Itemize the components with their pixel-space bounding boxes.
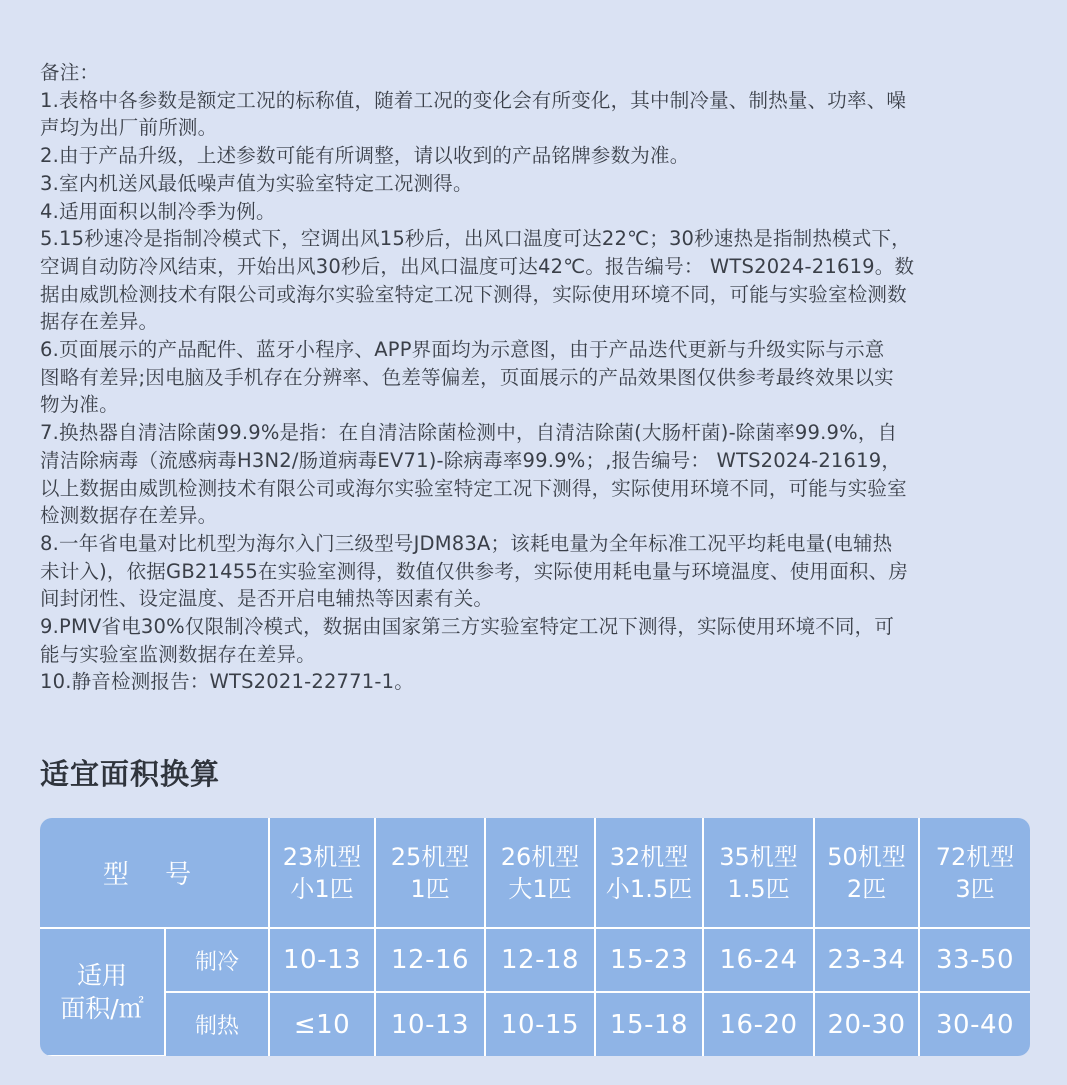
table-cell: 15-23 xyxy=(595,928,703,992)
model-capacity: 1.5匹 xyxy=(727,874,790,903)
model-column-header xyxy=(703,818,814,928)
area-table xyxy=(40,818,1030,1056)
model-capacity: 2匹 xyxy=(846,874,887,903)
model-column-header xyxy=(375,818,485,928)
model-column-header xyxy=(919,818,1030,928)
area-label-line1: 适用 xyxy=(76,961,127,990)
table-cell: 10-15 xyxy=(485,992,595,1056)
table-cell: 12-16 xyxy=(375,928,485,992)
notes-line: 据由威凯检测技术有限公司或海尔实验室特定工况下测得，实际使用环境不同，可能与实验室检测数 xyxy=(40,282,907,306)
table-cell: 16-20 xyxy=(703,992,814,1056)
notes-line: 8.一年省电量对比机型为海尔入门三级型号JDM83A；该耗电量为全年标准工况平均耗电量(电辅热 xyxy=(40,531,893,555)
notes-line: 3.室内机送风最低噪声值为实验室特定工况测得。 xyxy=(40,171,473,195)
model-capacity: 3匹 xyxy=(955,874,995,903)
table-row-heating xyxy=(40,992,1030,1056)
model-name: 72机型 xyxy=(935,842,1015,871)
notes-line: 物为准。 xyxy=(40,393,119,417)
area-row-label xyxy=(40,928,165,1056)
notes-block xyxy=(40,59,1030,696)
model-column-header xyxy=(814,818,919,928)
model-capacity: 大1匹 xyxy=(508,874,572,903)
notes-line: 1.表格中各参数是额定工况的标称值，随着工况的变化会有所变化，其中制冷量、制热量、功率、噪 xyxy=(40,88,907,112)
table-header-row xyxy=(40,818,1030,928)
table-cell: 15-18 xyxy=(595,992,703,1056)
table-row-cooling xyxy=(40,928,1030,992)
mode-heating: 制热 xyxy=(165,992,269,1056)
model-capacity: 小1.5匹 xyxy=(605,874,693,903)
notes-line: 9.PMV省电30%仅限制冷模式，数据由国家第三方实验室特定工况下测得，实际使用环境不同，可 xyxy=(40,615,895,639)
notes-line: 声均为出厂前所测。 xyxy=(40,116,218,140)
table-cell: 10-13 xyxy=(269,928,375,992)
table-cell: 10-13 xyxy=(375,992,485,1056)
mode-cooling: 制冷 xyxy=(165,928,269,992)
table-cell: 33-50 xyxy=(919,928,1030,992)
table-cell: 16-24 xyxy=(703,928,814,992)
area-label-line2: 面积/㎡ xyxy=(60,994,144,1023)
notes-line: 据存在差异。 xyxy=(40,310,159,334)
notes-line: 4.适用面积以制冷季为例。 xyxy=(40,199,276,223)
notes-line: 以上数据由威凯检测技术有限公司或海尔实验室特定工况下测得，实际使用环境不同，可能与实验室 xyxy=(40,476,907,500)
model-column-header xyxy=(485,818,595,928)
notes-line: 6.页面展示的产品配件、蓝牙小程序、APP界面均为示意图，由于产品迭代更新与升级实际与示意 xyxy=(40,338,885,362)
table-cell: 30-40 xyxy=(919,992,1030,1056)
model-column-header xyxy=(269,818,375,928)
notes-line: 2.由于产品升级，上述参数可能有所调整，请以收到的产品铭牌参数为准。 xyxy=(40,144,690,168)
notes-line: 备注： xyxy=(40,61,100,84)
notes-line: 10.静音检测报告：WTS2021-22771-1。 xyxy=(40,670,414,694)
model-name: 26机型 xyxy=(500,842,580,871)
model-name: 32机型 xyxy=(609,842,689,871)
notes-line: 空调自动防冷风结束，开始出风30秒后，出风口温度可达42℃。报告编号： WTS2024-21619。数 xyxy=(40,254,915,278)
notes-line: 检测数据存在差异。 xyxy=(40,504,218,528)
table-cell: 20-30 xyxy=(814,992,919,1056)
notes-line: 清洁除病毒（流感病毒H3N2/肠道病毒EV71)-除病毒率99.9%；,报告编号： WTS2024-21619， xyxy=(40,448,902,472)
notes-line: 图略有差异;因电脑及手机存在分辨率、色差等偏差，页面展示的产品效果图仅供参考最终效果以实 xyxy=(40,365,894,389)
notes-line: 5.15秒速冷是指制冷模式下，空调出风15秒后，出风口温度可达22℃；30秒速热是指制热模式下， xyxy=(40,227,911,251)
area-conversion-table xyxy=(40,818,1030,1056)
model-name: 25机型 xyxy=(390,842,470,871)
model-name: 35机型 xyxy=(719,842,798,871)
notes-line: 间封闭性、设定温度、是否开启电辅热等因素有关。 xyxy=(40,587,494,611)
model-name: 50机型 xyxy=(827,842,906,871)
model-capacity: 1匹 xyxy=(410,874,450,903)
notes-line: 未计入)，依据GB21455在实验室测得，数值仅供参考，实际使用耗电量与环境温度、使用面积、房 xyxy=(40,559,909,583)
table-cell: 23-34 xyxy=(814,928,919,992)
table-cell: ≤10 xyxy=(269,992,375,1056)
notes-line: 能与实验室监测数据存在差异。 xyxy=(40,642,316,666)
model-name: 23机型 xyxy=(282,842,362,871)
model-header: 型 号 xyxy=(40,818,269,928)
notes-line: 7.换热器自清洁除菌99.9%是指：在自清洁除菌检测中，自清洁除菌(大肠杆菌)-除菌率99.9%，自 xyxy=(40,421,898,445)
model-capacity: 小1匹 xyxy=(290,874,354,903)
model-column-header xyxy=(595,818,703,928)
section-title: 适宜面积换算 xyxy=(40,757,221,791)
table-cell: 12-18 xyxy=(485,928,595,992)
